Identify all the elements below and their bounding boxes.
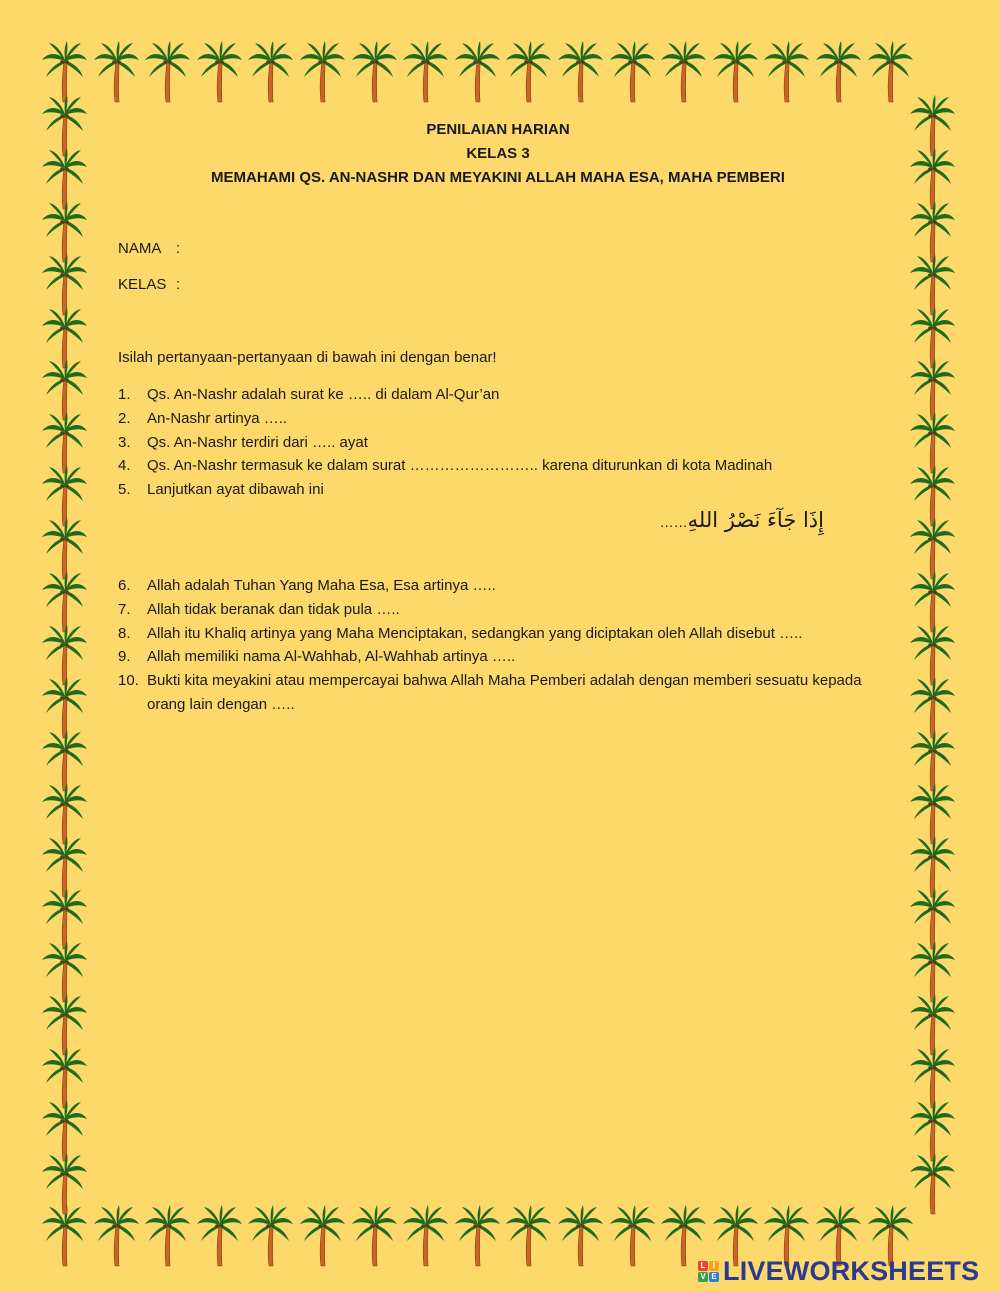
logo-letter: V — [698, 1272, 708, 1282]
palm-tree-icon — [42, 465, 87, 526]
palm-tree-icon — [910, 465, 955, 526]
palm-tree-icon — [403, 1205, 448, 1266]
question-item — [118, 383, 888, 407]
question-text: Allah itu Khaliq artinya yang Maha Menciptakan, sedangkan yang diciptakan oleh Allah disebut ….. — [147, 624, 803, 642]
question-text: An-Nashr artinya ….. — [147, 409, 288, 427]
palm-tree-icon — [910, 994, 955, 1055]
palm-tree-icon — [910, 412, 955, 473]
palm-tree-icon — [403, 41, 448, 102]
question-number: 2. — [118, 409, 131, 427]
palm-tree-icon — [558, 1205, 603, 1266]
question-number: 10. — [118, 672, 139, 690]
palm-tree-icon — [910, 836, 955, 897]
palm-tree-icon — [910, 677, 955, 738]
palm-tree-icon — [910, 307, 955, 368]
question-list-b — [118, 574, 888, 717]
palm-tree-icon — [42, 41, 87, 102]
question-number: 4. — [118, 457, 131, 475]
name-colon: : — [176, 240, 181, 257]
palm-tree-icon — [42, 836, 87, 897]
palm-tree-icon — [42, 254, 87, 315]
palm-tree-icon — [610, 1205, 655, 1266]
palm-tree-icon — [197, 1205, 242, 1266]
question-number: 8. — [118, 624, 131, 642]
question-number: 5. — [118, 481, 131, 499]
palm-tree-icon — [300, 41, 345, 102]
palm-tree-icon — [42, 941, 87, 1002]
palm-tree-icon — [910, 201, 955, 262]
liveworksheets-logo-text: LIVEWORKSHEETS — [723, 1255, 980, 1286]
palm-tree-icon — [506, 1205, 551, 1266]
question-item — [118, 431, 888, 455]
header-title: PENILAIAN HARIAN — [426, 121, 570, 138]
palm-tree-icon — [42, 783, 87, 844]
logo-letter: E — [709, 1272, 719, 1282]
logo-letter: L — [698, 1261, 708, 1271]
question-text: Qs. An-Nashr termasuk ke dalam surat …………………….. karena diturunkan di kota Madinah — [147, 457, 773, 475]
palm-tree-icon — [661, 41, 706, 102]
arabic-verse-text: إِذَا جَآءَ نَصْرُ اللهِ — [687, 508, 824, 532]
liveworksheets-logo[interactable] — [698, 1255, 979, 1287]
question-text: Bukti kita meyakini atau mempercayai bahwa Allah Maha Pemberi adalah dengan memberi sesuatu kepada orang lain dengan ….. — [147, 672, 862, 713]
palm-tree-icon — [197, 41, 242, 102]
palm-tree-icon — [352, 41, 397, 102]
question-item — [118, 454, 888, 478]
question-number: 1. — [118, 386, 131, 403]
palm-tree-icon — [868, 41, 913, 102]
arabic-verse-dots: …… — [659, 514, 688, 530]
palm-tree-icon — [713, 41, 758, 102]
instruction-text: Isilah pertanyaan-pertanyaan di bawah ini dengan benar! — [118, 349, 497, 366]
question-text: Qs. An-Nashr adalah surat ke ….. di dalam Al-Qur’an — [147, 386, 500, 403]
palm-tree-icon — [42, 730, 87, 791]
palm-tree-icon — [910, 1047, 955, 1108]
question-number: 6. — [118, 577, 131, 594]
worksheet-header — [0, 118, 996, 190]
palm-tree-icon — [558, 41, 603, 102]
palm-tree-icon — [910, 730, 955, 791]
palm-tree-icon — [910, 783, 955, 844]
palm-tree-icon — [610, 41, 655, 102]
palm-tree-icon — [42, 571, 87, 632]
palm-tree-icon — [42, 307, 87, 368]
question-text: Qs. An-Nashr terdiri dari ….. ayat — [147, 433, 368, 451]
question-text: Allah adalah Tuhan Yang Maha Esa, Esa artinya ….. — [147, 577, 496, 594]
question-item — [118, 478, 888, 502]
name-label: NAMA — [118, 240, 162, 257]
palm-tree-icon — [910, 254, 955, 315]
arabic-verse — [660, 508, 824, 532]
question-text: Allah memiliki nama Al-Wahhab, Al-Wahhab artinya ….. — [147, 648, 516, 666]
question-list-a — [118, 383, 888, 502]
palm-tree-icon — [42, 624, 87, 685]
question-item — [118, 574, 888, 598]
palm-tree-icon — [764, 41, 809, 102]
question-item — [118, 669, 888, 717]
palm-tree-icon — [248, 1205, 293, 1266]
palm-tree-icon — [910, 941, 955, 1002]
class-colon: : — [176, 276, 181, 293]
header-class: KELAS 3 — [466, 145, 530, 162]
logo-letter: I — [709, 1261, 719, 1271]
palm-tree-icon — [42, 1153, 87, 1214]
question-text: Allah tidak beranak dan tidak pula ….. — [147, 600, 400, 618]
palm-tree-icon — [910, 571, 955, 632]
liveworksheets-logo-icon — [698, 1261, 719, 1282]
palm-tree-icon — [910, 518, 955, 579]
palm-tree-icon — [248, 41, 293, 102]
question-number: 9. — [118, 648, 131, 666]
palm-tree-icon — [42, 1047, 87, 1108]
palm-tree-icon — [42, 1100, 87, 1161]
name-field — [118, 240, 181, 257]
palm-tree-icon — [455, 41, 500, 102]
palm-tree-icon — [42, 201, 87, 262]
palm-tree-icon — [352, 1205, 397, 1266]
palm-tree-icon — [910, 1100, 955, 1161]
palm-tree-icon — [910, 1153, 955, 1214]
question-item — [118, 407, 888, 431]
question-item — [118, 645, 888, 669]
question-number: 7. — [118, 600, 131, 618]
question-number: 3. — [118, 433, 131, 451]
palm-tree-icon — [42, 412, 87, 473]
palm-tree-icon — [42, 518, 87, 579]
palm-tree-icon — [42, 994, 87, 1055]
question-item — [118, 598, 888, 622]
palm-tree-icon — [94, 1205, 139, 1266]
palm-tree-icon — [910, 624, 955, 685]
palm-tree-icon — [816, 41, 861, 102]
class-field — [118, 276, 181, 293]
palm-tree-icon — [94, 41, 139, 102]
class-label: KELAS — [118, 276, 167, 293]
palm-tree-icon — [145, 1205, 190, 1266]
palm-tree-icon — [300, 1205, 345, 1266]
question-item — [118, 622, 888, 646]
palm-tree-icon — [506, 41, 551, 102]
palm-tree-icon — [455, 1205, 500, 1266]
question-text: Lanjutkan ayat dibawah ini — [147, 481, 324, 499]
palm-tree-icon — [145, 41, 190, 102]
palm-tree-icon — [42, 677, 87, 738]
header-topic: MEMAHAMI QS. AN-NASHR DAN MEYAKINI ALLAH MAHA ESA, MAHA PEMBERI — [211, 169, 785, 186]
